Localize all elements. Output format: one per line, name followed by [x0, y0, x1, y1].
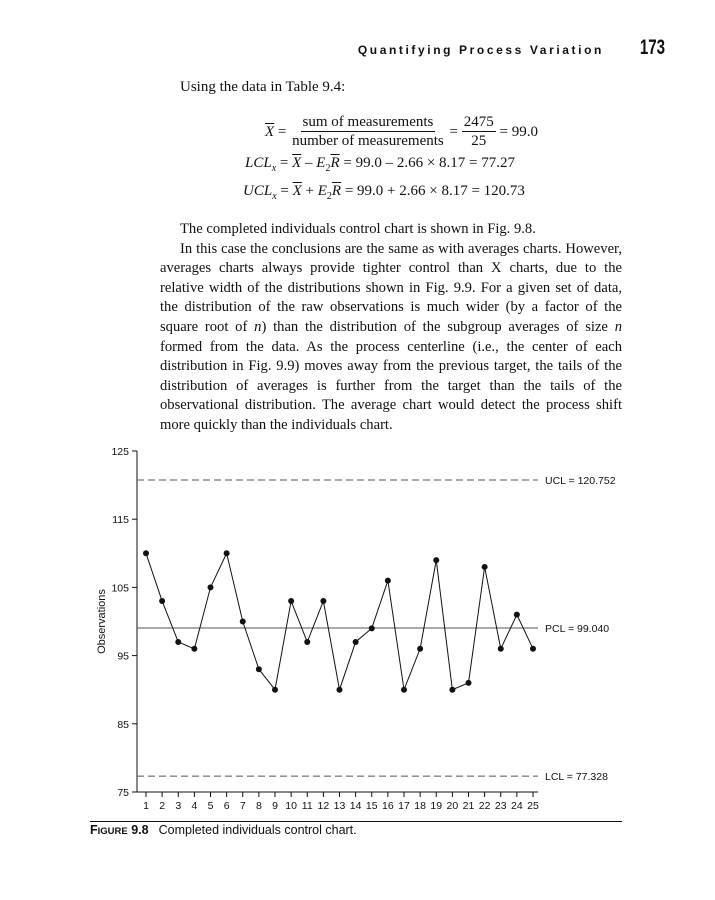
- observations-series-line: [146, 553, 533, 689]
- figure-caption: [90, 823, 357, 837]
- mean-eq-sign-2: =: [449, 123, 458, 140]
- caption-label-num: 9.8: [131, 823, 149, 837]
- lcl-minus: –: [301, 155, 317, 171]
- x-tick-label: 5: [207, 800, 214, 812]
- ucl-label: UCL = 120.752: [545, 474, 616, 487]
- caption-label-rest: IGURE: [97, 826, 128, 837]
- data-point: [256, 666, 262, 672]
- ucl-sub: x: [272, 191, 277, 202]
- x-tick-label: 10: [285, 800, 297, 812]
- data-point: [208, 584, 214, 590]
- data-point: [482, 564, 488, 570]
- data-point: [449, 687, 455, 693]
- lcl-equation: [245, 155, 515, 174]
- y-tick-label: 125: [111, 446, 129, 458]
- x-tick-label: 15: [365, 800, 378, 812]
- x-tick-label: 18: [414, 800, 426, 812]
- x-tick-label: 17: [398, 800, 410, 812]
- intro-text: Using the data in Table 9.4:: [180, 79, 346, 95]
- mean-lhs: $\overline{X}$: [265, 123, 275, 140]
- y-tick-label: 85: [117, 718, 129, 731]
- data-point: [401, 687, 407, 693]
- mean-eq-sign: =: [277, 123, 287, 140]
- x-tick-label: 20: [446, 800, 459, 812]
- caption-label-first: F: [90, 823, 98, 837]
- data-point: [288, 598, 294, 604]
- data-point: [175, 639, 181, 645]
- data-point: [191, 646, 197, 652]
- x-tick-label: 24: [511, 800, 523, 812]
- running-title: Quantifying Process Variation: [357, 43, 604, 57]
- lcl-label: LCL = 77.328: [545, 771, 608, 784]
- data-point: [224, 550, 230, 556]
- data-point: [320, 598, 326, 604]
- y-axis-title: Observations: [96, 589, 108, 654]
- ucl-e2: E: [317, 183, 327, 199]
- data-point: [353, 639, 359, 645]
- body-paragraph-1: The completed individuals control chart is shown in Fig. 9.8.: [180, 221, 536, 237]
- lcl-sub: x: [271, 163, 277, 174]
- x-tick-label: 21: [462, 800, 475, 812]
- ucl-plus: +: [301, 183, 318, 199]
- mean-denominator: number of measurements: [292, 133, 444, 149]
- data-point: [466, 680, 472, 686]
- caption-label: [90, 823, 149, 837]
- ucl-lhs: UCL: [243, 183, 273, 199]
- x-tick-label: 22: [478, 800, 491, 812]
- mean-numerator: sum of measurements: [302, 114, 434, 130]
- x-tick-label: 25: [527, 800, 539, 812]
- ucl-rhs: = 99.0 + 2.66 × 8.17 = 120.73: [341, 183, 525, 199]
- y-tick-label: 115: [112, 514, 129, 527]
- lcl-rhs: = 99.0 – 2.66 × 8.17 = 77.27: [339, 155, 516, 171]
- lcl-e2: E: [316, 155, 326, 171]
- y-tick-label: 75: [117, 787, 129, 799]
- data-point: [514, 612, 520, 618]
- data-point: [498, 646, 504, 652]
- p2-part-a: In this case the conclusions are the same as with averages charts. However, averages charts always provide tighter control than X charts, due to the relative width of the distributions shown in Fig. 9.9. For a given set of data, the distribution of the raw observations is much wider (by a factor of the square root of: [160, 240, 622, 335]
- x-tick-label: 16: [382, 800, 394, 812]
- ucl-e2-sub: 2: [326, 191, 332, 202]
- data-point: [304, 639, 310, 645]
- data-point: [369, 625, 375, 631]
- y-tick-label: 105: [111, 582, 129, 595]
- p2-n2: n: [614, 318, 622, 335]
- p2-n1: n: [254, 318, 262, 335]
- x-tick-label: 7: [239, 800, 246, 812]
- data-point: [433, 557, 439, 563]
- mean-denominator-2: 25: [471, 133, 487, 149]
- y-tick-label: 95: [117, 650, 129, 663]
- pcl-label: PCL = 99.040: [545, 623, 610, 636]
- data-point: [337, 687, 343, 693]
- ucl-eq-sign: =: [280, 183, 293, 199]
- data-point: [143, 550, 149, 556]
- x-tick-label: 8: [255, 800, 262, 812]
- mean-result: = 99.0: [499, 123, 538, 140]
- x-tick-label: 3: [175, 800, 182, 812]
- x-tick-label: 6: [223, 800, 230, 812]
- body-paragraph-2: [160, 240, 622, 436]
- x-tick-label: 11: [301, 800, 313, 812]
- body-text: [160, 220, 622, 436]
- p2-part-c: formed from the data. As the process centerline (i.e., the center of each distribution in Fig. 9.9) moves away from the previous target, the tails of the distribution of averages is further from the target than the tails of the observational distribution. The average chart would detect the process shift more quickly than the individuals chart.: [160, 338, 622, 433]
- ucl-rbar: $\overline{R}$: [331, 183, 342, 199]
- mean-equation: [265, 114, 538, 151]
- caption-rule: [90, 821, 622, 822]
- lcl-eq-sign: =: [279, 155, 293, 171]
- x-tick-label: 14: [349, 800, 362, 812]
- ucl-equation: [243, 183, 525, 202]
- x-tick-label: 1: [143, 800, 149, 812]
- mean-fraction: [290, 114, 446, 151]
- lcl-xbar: $\overline{X}$: [292, 155, 302, 171]
- caption-text: Completed individuals control chart.: [158, 823, 357, 837]
- mean-numerator-2: 2475: [463, 114, 494, 130]
- data-point: [159, 598, 165, 604]
- mean-fraction-2: [462, 114, 496, 151]
- x-tick-label: 13: [333, 800, 346, 812]
- x-tick-label: 9: [272, 800, 278, 812]
- lcl-rbar: $\overline{R}$: [330, 155, 340, 171]
- x-tick-label: 12: [317, 800, 330, 812]
- running-head: [358, 36, 665, 60]
- p2-part-b: ) than the distribution of the subgroup averages of size: [261, 318, 615, 335]
- data-point: [385, 578, 391, 584]
- control-chart: [0, 440, 715, 820]
- x-tick-label: 4: [191, 800, 198, 812]
- page-number: 173: [639, 36, 665, 59]
- lcl-e2-sub: 2: [325, 163, 331, 174]
- data-point: [417, 646, 423, 652]
- data-point: [272, 687, 278, 693]
- ucl-xbar: $\overline{X}$: [292, 183, 302, 199]
- x-tick-label: 19: [430, 800, 443, 812]
- lcl-lhs: LCL: [245, 155, 272, 171]
- x-tick-label: 23: [494, 800, 507, 812]
- x-tick-label: 2: [159, 800, 166, 812]
- data-point: [530, 646, 536, 652]
- data-point: [240, 619, 246, 625]
